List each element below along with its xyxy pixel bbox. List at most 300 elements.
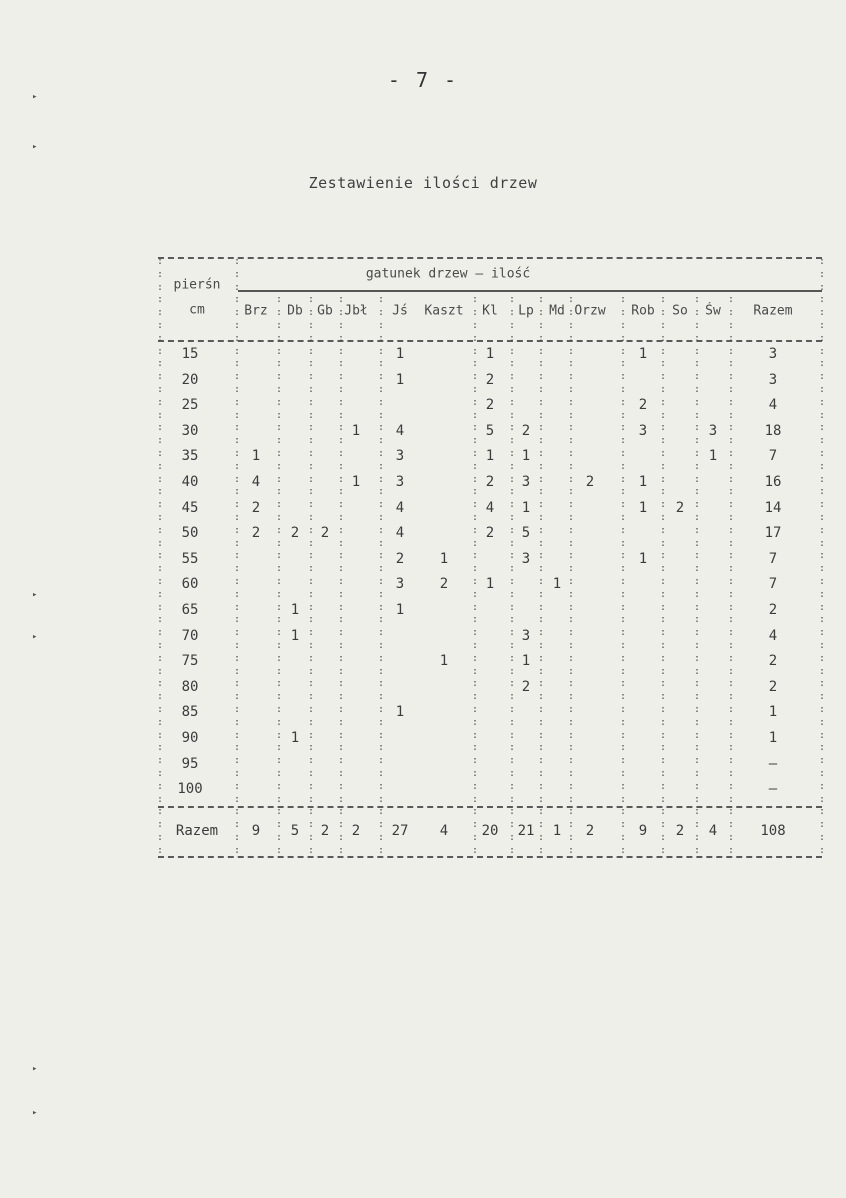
column-separator: : bbox=[377, 755, 385, 767]
column-separator: : bbox=[337, 550, 345, 562]
column-separator: : bbox=[233, 588, 241, 600]
column-separator: : bbox=[156, 768, 164, 779]
column-header: So bbox=[672, 303, 688, 319]
column-separator: : bbox=[307, 614, 315, 626]
column-header: Jś bbox=[392, 303, 408, 319]
column-separator: : bbox=[619, 294, 627, 306]
column-separator: : bbox=[567, 512, 575, 523]
table-cell: 18 bbox=[764, 422, 782, 439]
column-separator: : bbox=[537, 307, 545, 319]
column-separator: : bbox=[337, 729, 345, 741]
column-separator: : bbox=[818, 512, 826, 523]
column-separator: : bbox=[307, 704, 315, 715]
column-separator: : bbox=[337, 537, 345, 549]
column-separator: : bbox=[659, 652, 667, 664]
column-separator: : bbox=[619, 678, 627, 690]
column-separator: : bbox=[693, 627, 701, 639]
column-separator: : bbox=[619, 627, 627, 639]
column-separator: : bbox=[693, 384, 701, 395]
column-separator: : bbox=[471, 691, 479, 703]
column-header: Db bbox=[287, 303, 303, 319]
column-separator: : bbox=[233, 665, 241, 677]
column-separator: : bbox=[377, 422, 385, 434]
column-separator: : bbox=[727, 755, 735, 767]
column-separator: : bbox=[693, 716, 701, 728]
column-separator: : bbox=[307, 806, 315, 818]
table-cell: 1 bbox=[290, 730, 300, 746]
column-separator: : bbox=[659, 448, 667, 459]
column-separator: : bbox=[377, 704, 385, 715]
column-separator: : bbox=[156, 499, 164, 511]
column-separator: : bbox=[156, 358, 164, 370]
column-separator: : bbox=[233, 332, 241, 344]
column-separator: : bbox=[233, 384, 241, 395]
column-separator: : bbox=[508, 729, 516, 741]
diameter-cell: 35 bbox=[181, 448, 199, 465]
column-separator: : bbox=[619, 716, 627, 728]
column-separator: : bbox=[818, 358, 826, 370]
column-separator: : bbox=[693, 729, 701, 741]
column-separator: : bbox=[377, 307, 385, 319]
column-separator: : bbox=[471, 768, 479, 779]
column-separator: : bbox=[377, 384, 385, 395]
column-separator: : bbox=[693, 409, 701, 421]
diameter-cell: 60 bbox=[181, 576, 199, 593]
column-separator: : bbox=[693, 780, 701, 792]
diameter-cell: 85 bbox=[181, 704, 199, 721]
column-separator: : bbox=[275, 448, 283, 459]
group-header: gatunek drzew – ilość bbox=[365, 266, 531, 282]
column-header: Kaszt bbox=[424, 303, 464, 319]
column-separator: : bbox=[377, 691, 385, 703]
column-separator: : bbox=[471, 793, 479, 805]
column-separator: : bbox=[693, 563, 701, 575]
column-separator: : bbox=[659, 435, 667, 447]
column-separator: : bbox=[233, 704, 241, 715]
column-separator: : bbox=[275, 742, 283, 754]
column-separator: : bbox=[275, 627, 283, 639]
column-separator: : bbox=[659, 371, 667, 383]
table-cell: 14 bbox=[764, 499, 782, 516]
column-separator: : bbox=[471, 550, 479, 562]
column-separator: : bbox=[537, 473, 545, 485]
column-separator: : bbox=[233, 768, 241, 779]
table-cell: 1 bbox=[395, 346, 405, 362]
column-separator: : bbox=[471, 345, 479, 357]
column-separator: : bbox=[275, 550, 283, 562]
column-separator: : bbox=[233, 832, 241, 843]
column-separator: : bbox=[156, 268, 164, 280]
column-separator: : bbox=[377, 396, 385, 408]
table-cell: 2 bbox=[485, 525, 495, 542]
column-separator: : bbox=[275, 358, 283, 370]
column-separator: : bbox=[537, 384, 545, 395]
column-separator: : bbox=[537, 742, 545, 754]
table-rule bbox=[158, 340, 822, 342]
column-separator: : bbox=[471, 819, 479, 831]
column-separator: : bbox=[275, 384, 283, 395]
column-separator: : bbox=[275, 793, 283, 805]
column-separator: : bbox=[337, 384, 345, 395]
column-separator: : bbox=[619, 512, 627, 523]
column-separator: : bbox=[471, 640, 479, 651]
column-separator: : bbox=[156, 256, 164, 267]
column-separator: : bbox=[471, 755, 479, 767]
column-separator: : bbox=[508, 320, 516, 331]
column-separator: : bbox=[567, 307, 575, 319]
column-separator: : bbox=[471, 512, 479, 523]
total-cell: 2 bbox=[585, 823, 595, 839]
column-separator: : bbox=[619, 409, 627, 421]
column-separator: : bbox=[471, 652, 479, 664]
column-separator: : bbox=[818, 460, 826, 472]
column-separator: : bbox=[537, 460, 545, 472]
column-separator: : bbox=[537, 345, 545, 357]
table-cell: 1 bbox=[485, 576, 495, 593]
column-separator: : bbox=[508, 358, 516, 370]
margin-mark: ▸ bbox=[32, 632, 38, 642]
column-separator: : bbox=[659, 512, 667, 523]
column-separator: : bbox=[659, 358, 667, 370]
column-separator: : bbox=[619, 729, 627, 741]
column-separator: : bbox=[567, 524, 575, 536]
column-separator: : bbox=[818, 665, 826, 677]
column-separator: : bbox=[508, 473, 516, 485]
column-separator: : bbox=[567, 793, 575, 805]
column-separator: : bbox=[471, 435, 479, 447]
column-separator: : bbox=[619, 806, 627, 818]
column-separator: : bbox=[508, 409, 516, 421]
column-separator: : bbox=[537, 499, 545, 511]
column-separator: : bbox=[156, 320, 164, 331]
column-separator: : bbox=[659, 460, 667, 472]
column-separator: : bbox=[693, 486, 701, 498]
column-separator: : bbox=[337, 678, 345, 690]
column-separator: : bbox=[471, 332, 479, 344]
column-separator: : bbox=[275, 844, 283, 856]
column-separator: : bbox=[337, 768, 345, 779]
column-separator: : bbox=[659, 473, 667, 485]
column-separator: : bbox=[818, 294, 826, 306]
diameter-cell: 100 bbox=[177, 781, 203, 798]
table-cell: 5 bbox=[485, 422, 495, 439]
column-separator: : bbox=[337, 716, 345, 728]
column-separator: : bbox=[233, 537, 241, 549]
total-cell: 2 bbox=[320, 823, 330, 839]
column-separator: : bbox=[275, 819, 283, 831]
column-separator: : bbox=[471, 665, 479, 677]
total-cell: 9 bbox=[251, 823, 261, 839]
column-separator: : bbox=[377, 780, 385, 792]
column-separator: : bbox=[619, 550, 627, 562]
column-separator: : bbox=[337, 640, 345, 651]
column-separator: : bbox=[818, 537, 826, 549]
column-separator: : bbox=[377, 435, 385, 447]
column-separator: : bbox=[508, 627, 516, 639]
table-cell: 2 bbox=[585, 474, 595, 490]
column-separator: : bbox=[275, 371, 283, 383]
column-separator: : bbox=[659, 588, 667, 600]
column-separator: : bbox=[693, 588, 701, 600]
table-cell: 3 bbox=[768, 346, 778, 362]
column-separator: : bbox=[471, 307, 479, 319]
column-separator: : bbox=[619, 755, 627, 767]
column-separator: : bbox=[818, 332, 826, 344]
column-separator: : bbox=[619, 563, 627, 575]
column-separator: : bbox=[471, 588, 479, 600]
column-separator: : bbox=[337, 844, 345, 856]
column-separator: : bbox=[659, 576, 667, 587]
column-separator: : bbox=[233, 473, 241, 485]
column-separator: : bbox=[156, 435, 164, 447]
column-separator: : bbox=[307, 512, 315, 523]
column-separator: : bbox=[508, 499, 516, 511]
table-cell: – bbox=[768, 755, 778, 772]
column-separator: : bbox=[619, 332, 627, 344]
column-separator: : bbox=[156, 704, 164, 715]
column-separator: : bbox=[619, 588, 627, 600]
column-separator: : bbox=[156, 614, 164, 626]
column-separator: : bbox=[156, 294, 164, 306]
column-separator: : bbox=[275, 716, 283, 728]
column-separator: : bbox=[567, 448, 575, 459]
column-separator: : bbox=[307, 768, 315, 779]
column-separator: : bbox=[537, 524, 545, 536]
column-separator: : bbox=[275, 332, 283, 344]
column-separator: : bbox=[537, 832, 545, 843]
column-separator: : bbox=[156, 345, 164, 357]
column-separator: : bbox=[233, 742, 241, 754]
column-separator: : bbox=[508, 576, 516, 587]
column-separator: : bbox=[693, 460, 701, 472]
column-separator: : bbox=[307, 550, 315, 562]
column-separator: : bbox=[727, 358, 735, 370]
table-cell: 3 bbox=[395, 474, 405, 490]
column-separator: : bbox=[537, 806, 545, 818]
column-separator: : bbox=[307, 844, 315, 856]
column-separator: : bbox=[337, 755, 345, 767]
column-separator: : bbox=[567, 678, 575, 690]
column-separator: : bbox=[818, 256, 826, 267]
column-separator: : bbox=[508, 780, 516, 792]
column-separator: : bbox=[337, 345, 345, 357]
column-separator: : bbox=[275, 832, 283, 843]
column-separator: : bbox=[818, 563, 826, 575]
column-separator: : bbox=[508, 307, 516, 319]
table-cell: 1 bbox=[395, 371, 405, 388]
column-separator: : bbox=[727, 499, 735, 511]
column-separator: : bbox=[471, 614, 479, 626]
column-separator: : bbox=[818, 371, 826, 383]
column-separator: : bbox=[337, 780, 345, 792]
column-separator: : bbox=[337, 499, 345, 511]
column-separator: : bbox=[307, 486, 315, 498]
column-separator: : bbox=[471, 371, 479, 383]
column-separator: : bbox=[156, 729, 164, 741]
column-separator: : bbox=[508, 716, 516, 728]
column-separator: : bbox=[693, 320, 701, 331]
column-separator: : bbox=[537, 691, 545, 703]
column-separator: : bbox=[619, 435, 627, 447]
column-separator: : bbox=[693, 371, 701, 383]
column-separator: : bbox=[156, 384, 164, 395]
column-separator: : bbox=[567, 320, 575, 331]
column-separator: : bbox=[275, 537, 283, 549]
column-separator: : bbox=[567, 396, 575, 408]
column-separator: : bbox=[818, 524, 826, 536]
table-cell: 2 bbox=[320, 525, 330, 542]
column-separator: : bbox=[659, 678, 667, 690]
table-cell: 1 bbox=[251, 448, 261, 465]
column-separator: : bbox=[619, 742, 627, 754]
column-separator: : bbox=[818, 588, 826, 600]
table-cell: 1 bbox=[768, 730, 778, 746]
column-separator: : bbox=[567, 563, 575, 575]
total-label: Razem bbox=[175, 823, 219, 839]
column-separator: : bbox=[156, 307, 164, 319]
column-separator: : bbox=[537, 601, 545, 613]
column-separator: : bbox=[659, 486, 667, 498]
table-cell: 7 bbox=[768, 576, 778, 593]
table-cell: 2 bbox=[521, 422, 531, 439]
column-separator: : bbox=[471, 486, 479, 498]
column-separator: : bbox=[619, 601, 627, 613]
table-cell: 1 bbox=[290, 627, 300, 644]
column-separator: : bbox=[727, 537, 735, 549]
table-cell: 1 bbox=[768, 704, 778, 721]
column-separator: : bbox=[659, 742, 667, 754]
column-separator: : bbox=[275, 396, 283, 408]
column-separator: : bbox=[508, 844, 516, 856]
table-cell: 1 bbox=[351, 474, 361, 490]
column-separator: : bbox=[567, 294, 575, 306]
column-separator: : bbox=[659, 819, 667, 831]
table-cell: 5 bbox=[521, 525, 531, 542]
column-separator: : bbox=[537, 320, 545, 331]
table-cell: 2 bbox=[485, 397, 495, 414]
column-separator: : bbox=[275, 422, 283, 434]
column-separator: : bbox=[377, 678, 385, 690]
column-separator: : bbox=[377, 524, 385, 536]
column-separator: : bbox=[818, 806, 826, 818]
column-separator: : bbox=[471, 524, 479, 536]
column-separator: : bbox=[337, 460, 345, 472]
column-separator: : bbox=[275, 409, 283, 421]
column-separator: : bbox=[156, 524, 164, 536]
column-separator: : bbox=[727, 614, 735, 626]
column-separator: : bbox=[307, 320, 315, 331]
column-separator: : bbox=[233, 563, 241, 575]
column-separator: : bbox=[537, 665, 545, 677]
column-separator: : bbox=[727, 716, 735, 728]
column-separator: : bbox=[471, 448, 479, 459]
column-separator: : bbox=[727, 806, 735, 818]
diameter-cell: 65 bbox=[181, 602, 199, 618]
column-separator: : bbox=[307, 678, 315, 690]
column-separator: : bbox=[727, 742, 735, 754]
column-separator: : bbox=[337, 473, 345, 485]
table-cell: 2 bbox=[485, 474, 495, 490]
table-cell: 2 bbox=[638, 397, 648, 414]
column-separator: : bbox=[307, 460, 315, 472]
column-separator: : bbox=[619, 780, 627, 792]
column-separator: : bbox=[659, 627, 667, 639]
column-separator: : bbox=[471, 832, 479, 843]
column-separator: : bbox=[818, 473, 826, 485]
column-separator: : bbox=[233, 755, 241, 767]
column-separator: : bbox=[693, 524, 701, 536]
column-separator: : bbox=[537, 793, 545, 805]
column-separator: : bbox=[275, 486, 283, 498]
column-header: Lp bbox=[518, 303, 534, 319]
row-header-label: pierśn bbox=[173, 277, 221, 293]
column-separator: : bbox=[659, 409, 667, 421]
group-header-underline bbox=[238, 290, 822, 292]
column-separator: : bbox=[659, 704, 667, 715]
column-separator: : bbox=[567, 588, 575, 600]
column-separator: : bbox=[537, 550, 545, 562]
column-separator: : bbox=[233, 294, 241, 306]
column-separator: : bbox=[233, 486, 241, 498]
table-cell: 1 bbox=[439, 550, 449, 567]
column-separator: : bbox=[727, 563, 735, 575]
column-separator: : bbox=[693, 422, 701, 434]
column-separator: : bbox=[156, 576, 164, 587]
column-separator: : bbox=[377, 665, 385, 677]
column-separator: : bbox=[156, 640, 164, 651]
table-cell: 2 bbox=[675, 499, 685, 516]
column-separator: : bbox=[156, 844, 164, 856]
column-separator: : bbox=[537, 640, 545, 651]
column-separator: : bbox=[537, 396, 545, 408]
table-cell: 16 bbox=[764, 474, 782, 490]
column-separator: : bbox=[818, 345, 826, 357]
column-separator: : bbox=[337, 320, 345, 331]
table-cell: 4 bbox=[768, 627, 778, 644]
column-separator: : bbox=[693, 358, 701, 370]
column-separator: : bbox=[537, 294, 545, 306]
column-separator: : bbox=[307, 409, 315, 421]
table-cell: 1 bbox=[395, 602, 405, 618]
column-separator: : bbox=[471, 473, 479, 485]
column-separator: : bbox=[307, 537, 315, 549]
column-separator: : bbox=[567, 704, 575, 715]
column-separator: : bbox=[233, 358, 241, 370]
column-separator: : bbox=[337, 422, 345, 434]
column-separator: : bbox=[659, 524, 667, 536]
column-separator: : bbox=[275, 704, 283, 715]
table-rule bbox=[158, 856, 822, 858]
column-separator: : bbox=[156, 512, 164, 523]
column-separator: : bbox=[727, 704, 735, 715]
column-separator: : bbox=[233, 729, 241, 741]
column-separator: : bbox=[508, 640, 516, 651]
column-separator: : bbox=[727, 345, 735, 357]
column-separator: : bbox=[233, 640, 241, 651]
column-separator: : bbox=[619, 652, 627, 664]
table-cell: 1 bbox=[485, 346, 495, 362]
column-separator: : bbox=[508, 422, 516, 434]
column-separator: : bbox=[567, 806, 575, 818]
column-separator: : bbox=[619, 320, 627, 331]
column-separator: : bbox=[337, 409, 345, 421]
column-separator: : bbox=[693, 448, 701, 459]
column-separator: : bbox=[471, 422, 479, 434]
column-separator: : bbox=[275, 345, 283, 357]
column-separator: : bbox=[567, 652, 575, 664]
column-separator: : bbox=[659, 320, 667, 331]
column-separator: : bbox=[693, 742, 701, 754]
